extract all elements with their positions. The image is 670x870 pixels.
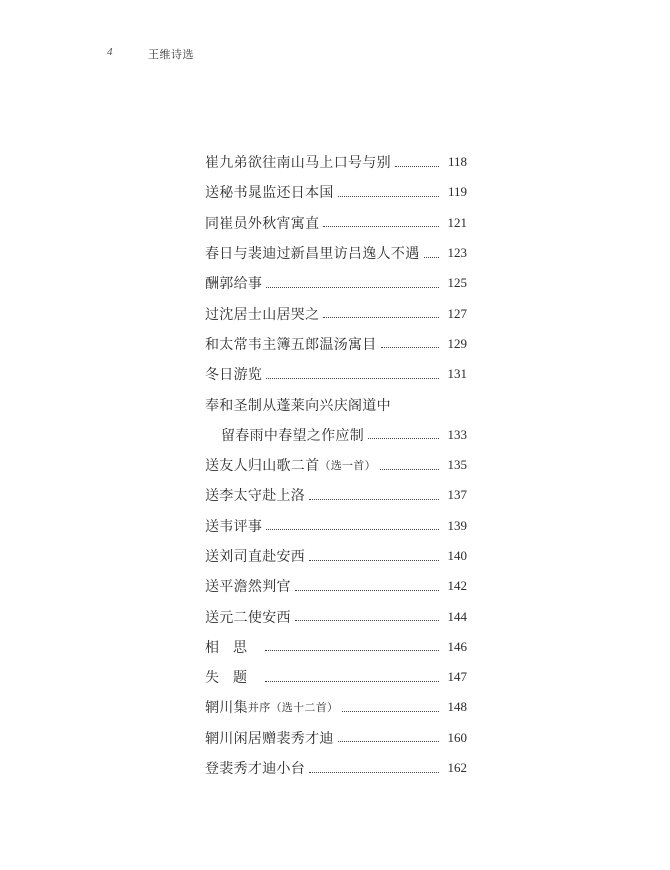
entry-title: 春日与裴迪过新昌里访吕逸人不遇 (205, 246, 420, 263)
entry-title: 崔九弟欲往南山马上口号与别 (205, 155, 391, 172)
toc-entry-continuation[interactable] (205, 420, 467, 450)
dot-leader (295, 620, 439, 621)
dot-leader (309, 560, 439, 561)
dot-leader (309, 499, 439, 500)
dot-leader (368, 438, 439, 439)
entry-title: 送平澹然判官 (205, 579, 291, 596)
entry-page: 147 (447, 669, 467, 685)
entry-page: 140 (447, 548, 467, 563)
entry-page: 162 (447, 760, 467, 776)
entry-note: （选一首） (319, 459, 376, 473)
toc-entry[interactable] (205, 511, 467, 541)
table-of-contents (205, 147, 467, 783)
toc-entry[interactable] (205, 662, 467, 692)
toc-entry[interactable] (205, 571, 467, 601)
dot-leader (323, 317, 439, 318)
toc-entry[interactable] (205, 238, 467, 268)
dot-leader (266, 287, 439, 288)
entry-title: 留春雨中春望之作应制 (221, 427, 364, 444)
entry-page: 127 (447, 305, 467, 321)
entry-page: 129 (447, 335, 467, 351)
entry-title: 送韦评事 (205, 518, 263, 535)
toc-entry[interactable] (205, 389, 467, 419)
entry-title: 送秘书晁监还日本国 (205, 185, 334, 202)
entry-title: 过沈居士山居哭之 (205, 306, 320, 323)
entry-page: 125 (447, 275, 467, 291)
entry-page: 146 (447, 638, 467, 654)
entry-page: 160 (447, 729, 467, 745)
entry-title: 辋川集 (205, 700, 248, 717)
entry-title: 辋川闲居赠裴秀才迪 (205, 730, 334, 747)
entry-note: 并序（选十二首） (247, 701, 339, 715)
entry-page: 133 (447, 426, 467, 442)
dot-leader (424, 257, 440, 258)
dot-leader (381, 347, 439, 348)
dot-leader (342, 711, 439, 712)
toc-entry[interactable] (205, 147, 467, 177)
dot-leader (265, 650, 439, 651)
entry-page: 139 (447, 517, 467, 533)
dot-leader (338, 741, 439, 742)
toc-entry[interactable] (205, 632, 467, 662)
dot-leader (323, 226, 439, 227)
dot-leader (295, 590, 439, 591)
entry-page: 119 (447, 184, 467, 200)
dot-leader (380, 469, 439, 470)
dot-leader (395, 166, 439, 167)
entry-page: 131 (447, 366, 467, 382)
toc-entry[interactable] (205, 692, 467, 722)
dot-leader (266, 378, 439, 379)
entry-title: 失题 (205, 670, 261, 687)
entry-title: 同崔员外秋宵寓直 (205, 215, 320, 232)
entry-page: 142 (447, 578, 467, 594)
entry-title: 奉和圣制从蓬莱向兴庆阁道中 (205, 397, 391, 414)
entry-page: 144 (447, 608, 467, 624)
dot-leader (265, 681, 439, 682)
entry-title: 冬日游览 (205, 367, 263, 384)
entry-page: 118 (447, 154, 467, 170)
toc-entry[interactable] (205, 450, 467, 480)
entry-title: 送刘司直赴安西 (205, 549, 306, 565)
book-title: 王维诗选 (148, 48, 194, 61)
toc-entry[interactable] (205, 329, 467, 359)
dot-leader (309, 772, 439, 773)
toc-entry[interactable] (205, 298, 467, 328)
entry-page: 123 (447, 245, 467, 261)
entry-title: 送友人归山歌二首 (205, 458, 320, 475)
entry-title: 相思 (205, 639, 261, 656)
dot-leader (338, 196, 439, 197)
toc-entry[interactable] (205, 208, 467, 238)
entry-title: 送李太守赴上洛 (205, 488, 306, 505)
page-header (0, 46, 670, 62)
toc-entry[interactable] (205, 723, 467, 753)
page-number: 4 (107, 46, 113, 58)
entry-title: 登裴秀才迪小台 (205, 761, 306, 778)
toc-entry[interactable] (205, 480, 467, 510)
entry-title: 送元二使安西 (205, 609, 291, 626)
toc-entry[interactable] (205, 177, 467, 207)
toc-entry[interactable] (205, 541, 467, 571)
toc-entry[interactable] (205, 359, 467, 389)
toc-entry[interactable] (205, 268, 467, 298)
entry-title: 酬郭给事 (205, 276, 263, 293)
toc-entry[interactable] (205, 753, 467, 783)
toc-entry[interactable] (205, 601, 467, 631)
dot-leader (266, 529, 439, 530)
entry-title: 和太常韦主簿五郎温汤寓目 (205, 336, 377, 353)
entry-page: 137 (447, 487, 467, 503)
entry-page: 148 (447, 699, 467, 715)
entry-page: 121 (447, 214, 467, 230)
entry-page: 135 (447, 457, 467, 473)
